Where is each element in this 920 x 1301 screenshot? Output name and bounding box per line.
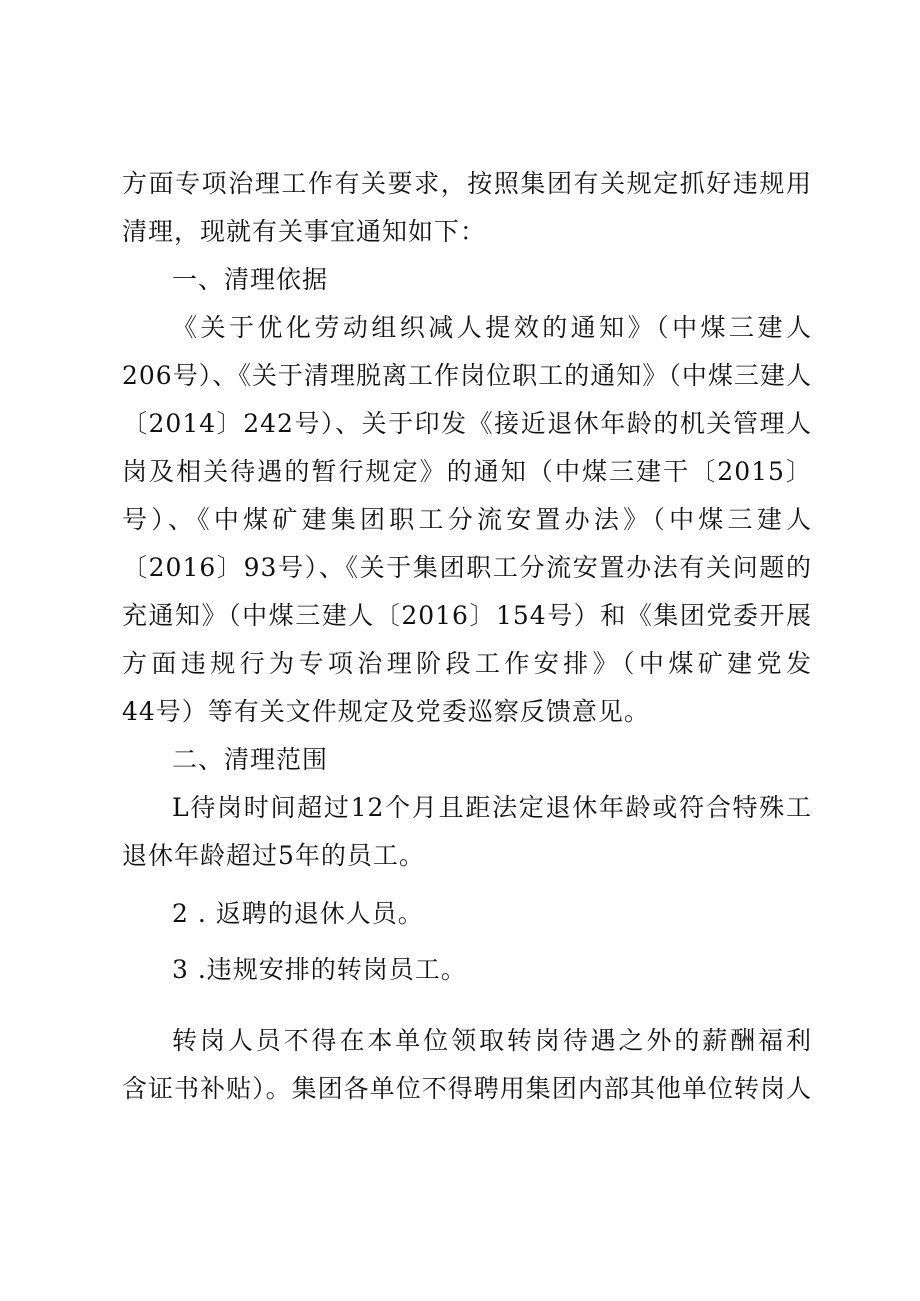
section-heading-scope: 二、清理范围 bbox=[172, 745, 329, 774]
section-heading-basis: 一、清理依据 bbox=[172, 265, 329, 294]
text-line-12: 44号）等有关文件规定及党委巡察反馈意见。 bbox=[122, 697, 650, 726]
text-line-2: 清理，现就有关事宜通知如下： bbox=[122, 217, 487, 246]
list-item-3: 3 .违规安排的转岗员工。 bbox=[172, 955, 467, 984]
text-line-9: 〔2016〕93号）、《关于集团职工分流安置办法有关问题的 bbox=[122, 553, 812, 582]
text-line-14: L待岗时间超过12个月且距法定退休年龄或符合特殊工 bbox=[172, 793, 812, 822]
text-line-10: 充通知》（中煤三建人〔2016〕154号）和《集团党委开展 bbox=[122, 601, 812, 630]
text-line-5: 206号）、《关于清理脱离工作岗位职工的通知》（中煤三建人 bbox=[122, 361, 812, 390]
list-item-2: 2 . 返聘的退休人员。 bbox=[172, 899, 424, 928]
text-line-6: 〔2014〕242号）、关于印发《接近退休年龄的机关管理人 bbox=[122, 409, 812, 438]
text-line-19: 含证书补贴）。集团各单位不得聘用集团内部其他单位转岗人 bbox=[122, 1074, 812, 1103]
text-line-11: 方面违规行为专项治理阶段工作安排》（中煤矿建党发 bbox=[122, 649, 812, 678]
text-line-1: 方面专项治理工作有关要求，按照集团有关规定抓好违规用 bbox=[122, 169, 812, 198]
text-line-8: 号）、《中煤矿建集团职工分流安置办法》（中煤三建人 bbox=[122, 505, 812, 534]
text-line-15: 退休年龄超过5年的员工。 bbox=[122, 841, 425, 870]
text-line-7: 岗及相关待遇的暂行规定》的通知（中煤三建干〔2015〕 bbox=[122, 457, 812, 486]
text-line-18: 转岗人员不得在本单位领取转岗待遇之外的薪酬福利 bbox=[172, 1026, 812, 1055]
text-line-4: 《关于优化劳动组织减人提效的通知》（中煤三建人 bbox=[172, 313, 812, 342]
